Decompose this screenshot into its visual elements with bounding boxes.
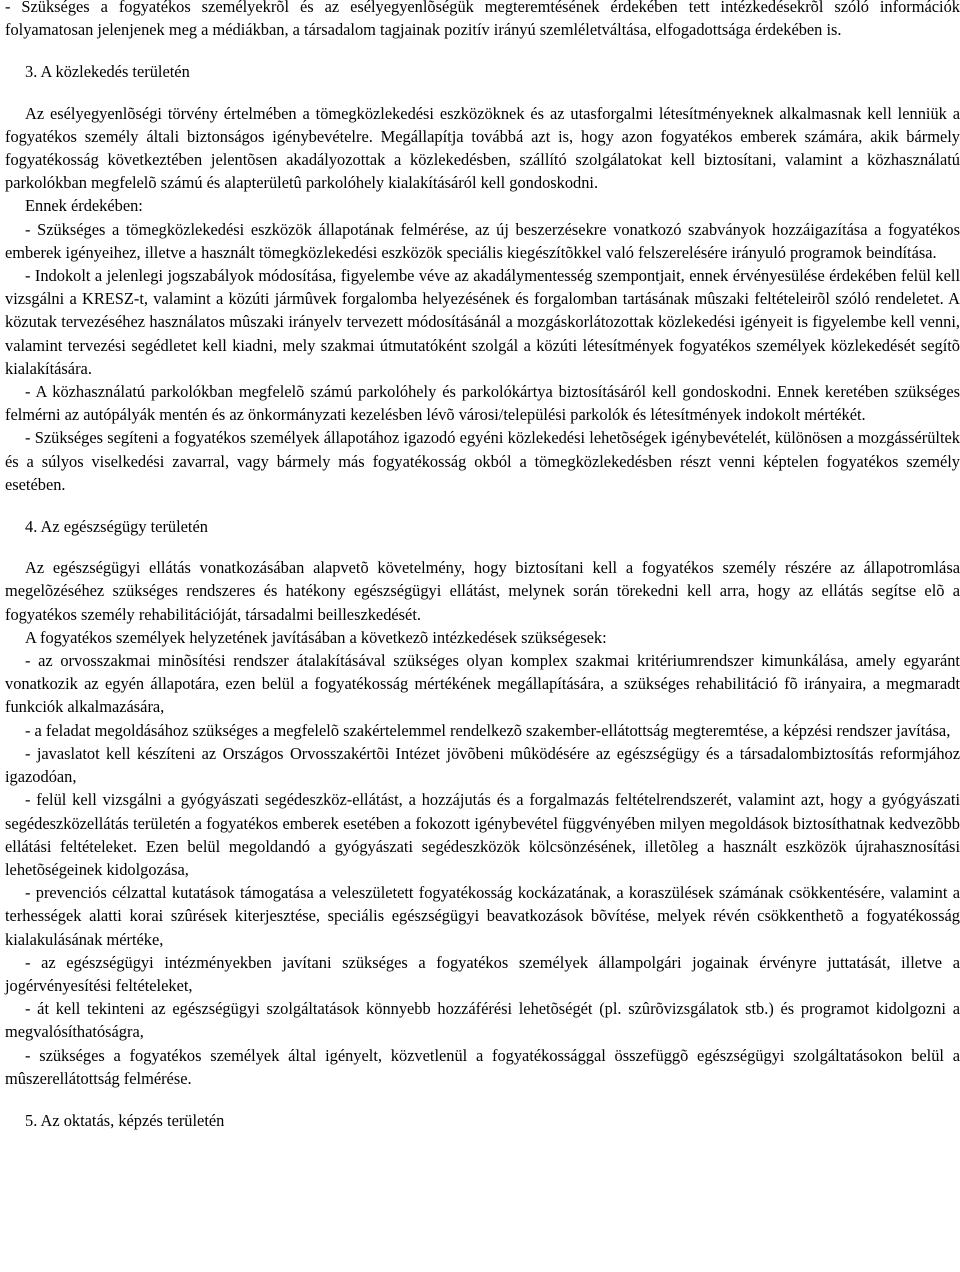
section-4-heading: 4. Az egészségügy területén [25,517,208,537]
section-4-list-item-3: - javaslatot kell készíteni az Országos Orvosszakértõi Intézet jövõbeni mûködésére az egészségügy és a társadalombiztosítás reformjához igazodóan, [5,743,960,787]
section-4-list-item-6: - az egészségügyi intézményekben javítani szükséges a fogyatékos személyek állampolgári jogainak érvényre juttatását, illetve a jogérvényesítési feltételeket, [5,952,960,995]
section-4-list-item-7: - át kell tekinteni az egészségügyi szolgáltatások könnyebb hozzáférési lehetõségét (pl. szûrõvizsgálatok stb.) és programot kidolgozni a megvalósíthatóságra, [5,999,960,1042]
section-3-paragraph-2: Ennek érdekében: [25,196,143,216]
section-4-list-item-8: - szükséges a fogyatékos személyek által igényelt, közvetlenül a fogyatékossággal összefüggõ egészségügyi szolgáltatásokon belül a mûszerellátottság felmérése. [5,1045,960,1088]
section-3-list-item-3: - A közhasználatú parkolókban megfelelõ számú parkolóhely és parkolókártya biztosításáról kell gondoskodni. Ennek keretében szükséges felmérni az autópályák mentén és az önkormányzati kezelésben lévõ városi/települési parkolók és létesítmények indokolt mértékét. [5,382,960,425]
section-3-list-item-4: - Szükséges segíteni a fogyatékos személyek állapotához igazodó egyéni közlekedési lehetõségek igénybevételét, különösen a mozgássérültek és a súlyos viselkedési zavarral, vagy bármely más fogyatékosság okból a tömegközlekedésben részt venni képtelen fogyatékos személy esetében. [5,428,960,494]
section-4-list-item-1: - az orvosszakmai minõsítési rendszer átalakításával szükséges olyan komplex szakmai kritériumrendszer kimunkálása, amely egyaránt vonatkozik az egyén állapotára, ezen belül a fogyatékosság mértékének megállapítására, a szükséges rehabilitáció fõ irányaira, a megmaradt funkciók alkalmazására, [5,651,960,717]
section-4-paragraph-2: A fogyatékos személyek helyzetének javításában a következõ intézkedések szükségesek: [25,627,607,647]
section-4-list-item-4: - felül kell vizsgálni a gyógyászati segédeszköz-ellátást, a hozzájutás és a forgalmazás feltételrendszerét, valamint azt, hogy a gyógyászati segédeszközellátás területén a fogyatékos emberek esetében a fokozott igénybevétel függvényében milyen megoldások biztosíthatnak kedvezõbb ellátási feltételeket. Ezen belül megoldandó a gyógyászati segédeszközök kölcsönzésének, illetõleg a használt eszközök újrahasznosítási lehetõségeinek kidolgozása, [5,790,960,879]
section-4-list-item-2: - a feladat megoldásához szükséges a megfelelõ szakértelemmel rendelkezõ szakember-ellátottság megteremtése, a képzési rendszer javítása, [25,720,951,740]
section-4-list-item-5: - prevenciós célzattal kutatások támogatása a veleszületett fogyatékosság kockázatának, a koraszülések számának csökkentésére, valamint a terhességek alatti korai szûrések kiterjesztése, speciális egészségügyi beavatkozások bõvítése, melyek révén csökkenthetõ a fogyatékosság kialakulásának mértéke, [5,883,960,949]
section-3-paragraph-1: Az esélyegyenlõségi törvény értelmében a tömegközlekedési eszközöknek és az utasforgalmi létesítményeknek alkalmasnak kell lenniük a fogyatékos személy általi biztonságos igénybevételre. Megállapítja továbbá azt is, hogy azon fogyatékos emberek számára, akik bármely fogyatékosság következtében jelentõsen akadályozottak a közlekedésben, szállító szolgálatokat kell biztosítani, valamint a közhasználatú parkolókban megfelelõ számú és alapterületû parkolóhely kialakításáról kell gondoskodni. [5,103,960,193]
section-5-heading: 5. Az oktatás, képzés területén [25,1110,225,1130]
intro-paragraph: - Szükséges a fogyatékos személyekrõl és az esélyegyenlõségük megteremtésének érdekében tett intézkedésekrõl szóló információk folyamatosan jelenjenek meg a médiákban, a társadalom tagjainak pozitív irányú szemléletváltása, elfogadottsága érdekében is. [5,0,960,40]
section-3-list-item-1: - Szükséges a tömegközlekedési eszközök állapotának felmérése, az új beszerzésekre vonatkozó szabványok hozzáigazítása a fogyatékos emberek igényeihez, illetve a használt tömegközlekedési eszközök speciális kiegészítõkkel való felszerelésére irányuló programok beindítása. [5,219,960,262]
section-3-heading: 3. A közlekedés területén [25,62,190,82]
section-4-paragraph-1: Az egészségügyi ellátás vonatkozásában alapvetõ követelmény, hogy biztosítani kell a fogyatékos személy részére az állapotromlása megelõzéséhez szükséges rendszeres és hatékony egészségügyi ellátást, melynek során törekedni kell arra, hogy az ellátás segítse elõ a fogyatékos személy rehabilitációját, társadalmi beilleszkedését. [5,558,960,624]
section-3-list-item-2: - Indokolt a jelenlegi jogszabályok módosítása, figyelembe véve az akadálymentesség szempontjait, ennek érvényesülése érdekében felül kell vizsgálni a KRESZ-t, valamint a közúti jármûvek forgalomba helyezésének és forgalomban tartásának mûszaki feltételeirõl szóló rendeletet. A közutak tervezéséhez használatos mûszaki irányelv tervezett módosításánál a mozgáskorlátozottak közlekedési igényeit is figyelembe kell venni, valamint tervezési segédletet kell kiadni, mely szakmai útmutatóként szolgál a közúti létesítmények fogyatékos személyek közlekedését segítõ kialakítására. [5,266,960,378]
document-page [5,0,960,1150]
